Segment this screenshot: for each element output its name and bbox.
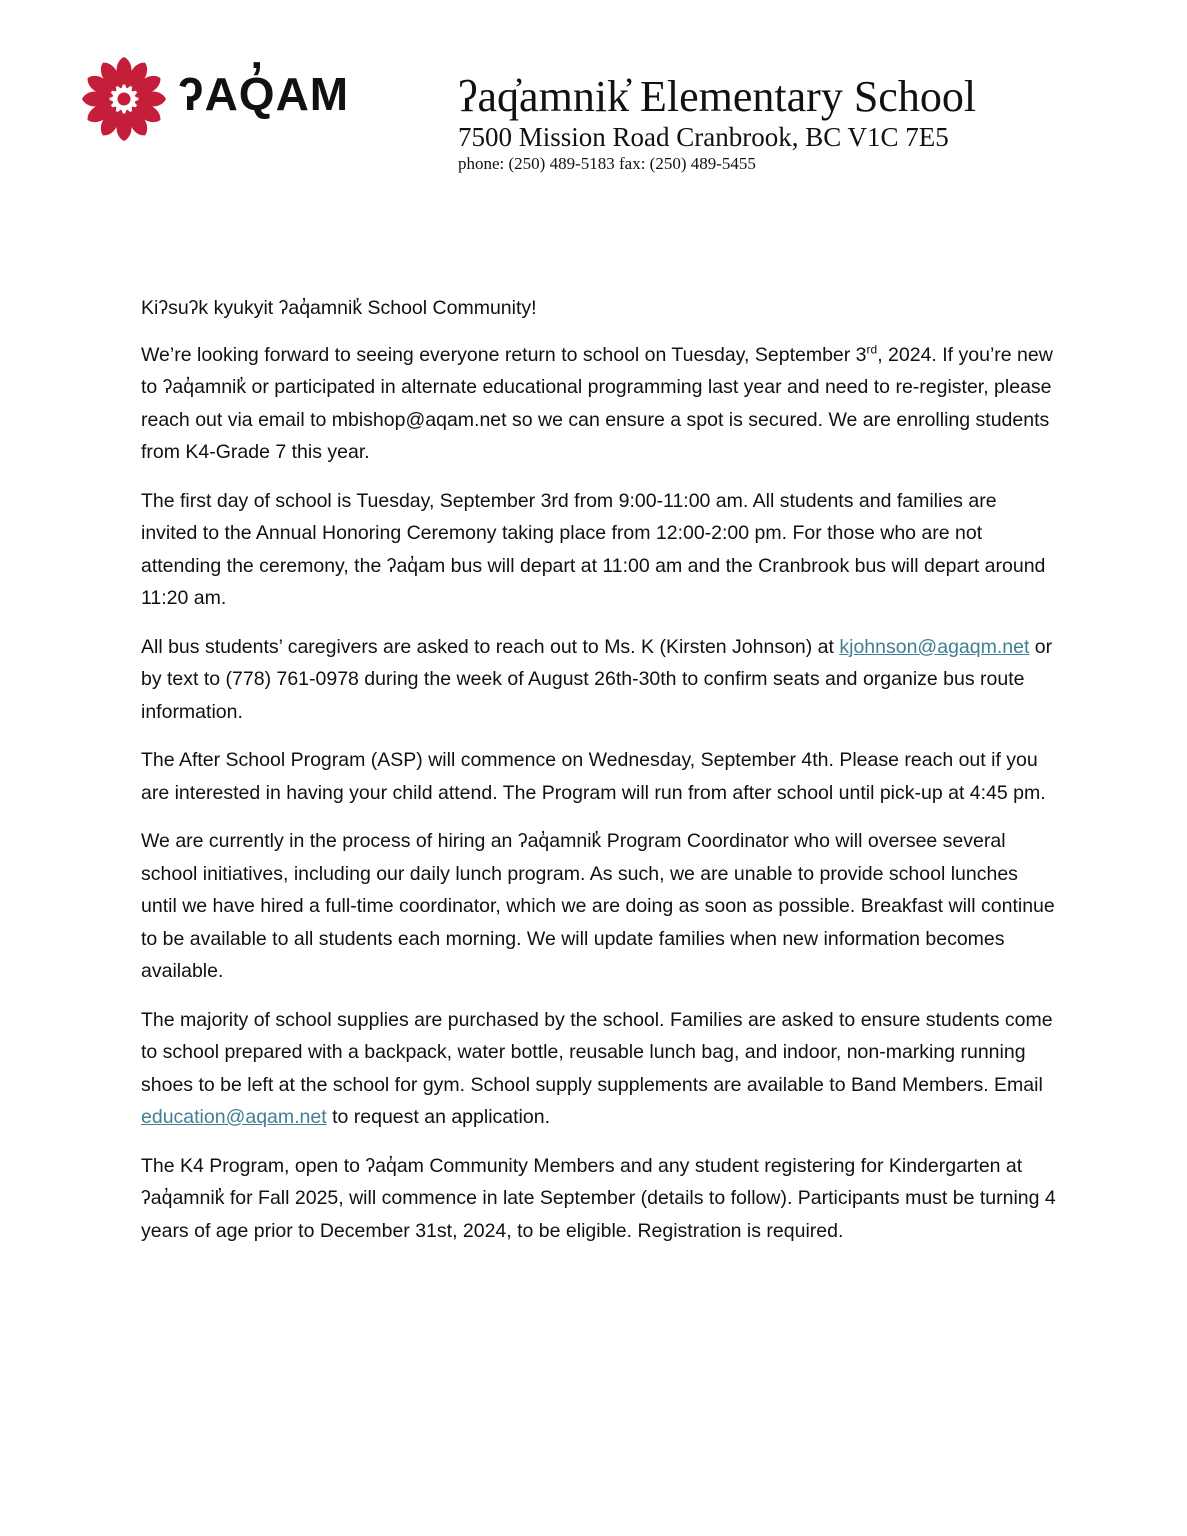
paragraph-text: to request an application.	[326, 1106, 550, 1128]
paragraph-text: or by text to (778) 761-0978 during the week of August 26th-30th to confirm seats and organize bus route information.	[141, 635, 1053, 723]
letter-body	[141, 292, 1056, 1263]
paragraph-text: All bus students’ caregivers are asked to reach out to Ms. K (Kirsten Johnson) at	[141, 635, 840, 658]
ordinal-suffix: rd	[866, 342, 878, 356]
paragraph-text: The majority of school supplies are purchased by the school. Families are asked to ensure students come to school prepared with a backpack, water bottle, reusable lunch bag, and indoor, non-marking running shoes to be left at the school for gym. School supply supplements are available to Band Members. Email	[141, 1008, 1053, 1096]
paragraph-bus	[141, 631, 1056, 729]
school-phone-fax: phone: (250) 489-5183 fax: (250) 489-5455	[458, 154, 756, 173]
school-name: ʔaq̓amnik̓ Elementary School	[458, 72, 977, 121]
kjohnson-email-link[interactable]: kjohnson@agaqm.net	[839, 635, 1030, 658]
paragraph-text: , 2024. If you’re new to ʔaq̓amnik̓ or participated in alternate educational programming last year and need to re-register, please reach out via email to mbishop@aqam.net so we can ensure a spot is secured. We are enrolling students from K4-Grade 7 this year.	[141, 343, 1053, 463]
paragraph-text: We’re looking forward to seeing everyone return to school on Tuesday, September 3	[141, 343, 867, 366]
paragraph-k4: The K4 Program, open to ʔaq̓am Community Members and any student registering for Kindergarten at ʔaq̓amnik̓ for Fall 2025, will commence in late September (details to follow). Participants must be turning 4 years of age prior to December 31st, 2024, to be eligible. Registration is required.	[141, 1154, 1056, 1242]
flower-logo-icon	[80, 55, 168, 143]
school-letterhead	[458, 72, 976, 176]
school-address: 7500 Mission Road Cranbrook, BC V1C 7E5	[458, 122, 949, 152]
logo-wordmark: ʔAQ̓AM	[178, 68, 350, 120]
paragraph-after-school: The After School Program (ASP) will commence on Wednesday, September 4th. Please reach out if you are interested in having your child attend. The Program will run from after school until pick-up at 4:45 pm.	[141, 749, 1046, 804]
education-email-link[interactable]: education@aqam.net	[141, 1106, 327, 1128]
paragraph-supplies	[141, 1004, 1056, 1134]
paragraph-coordinator: We are currently in the process of hiring an ʔaq̓amnik̓ Program Coordinator who will oversee several school initiatives, including our daily lunch program. As such, we are unable to provide school lunches until we have hired a full-time coordinator, which we are doing as soon as possible. Breakfast will continue to be available to all students each morning. We will update families when new information becomes available.	[141, 830, 1055, 982]
paragraph-first-day: The first day of school is Tuesday, September 3rd from 9:00-11:00 am. All students and families are invited to the Annual Honoring Ceremony taking place from 12:00-2:00 pm. For those who are not attending the ceremony, the ʔaq̓am bus will depart at 11:00 am and the Cranbrook bus will depart around 11:20 am.	[141, 489, 1046, 609]
paragraph-return-date	[141, 339, 1056, 469]
greeting: Kiʔsuʔk kyukyit ʔaq̓amnik̓ School Community!	[141, 297, 537, 319]
